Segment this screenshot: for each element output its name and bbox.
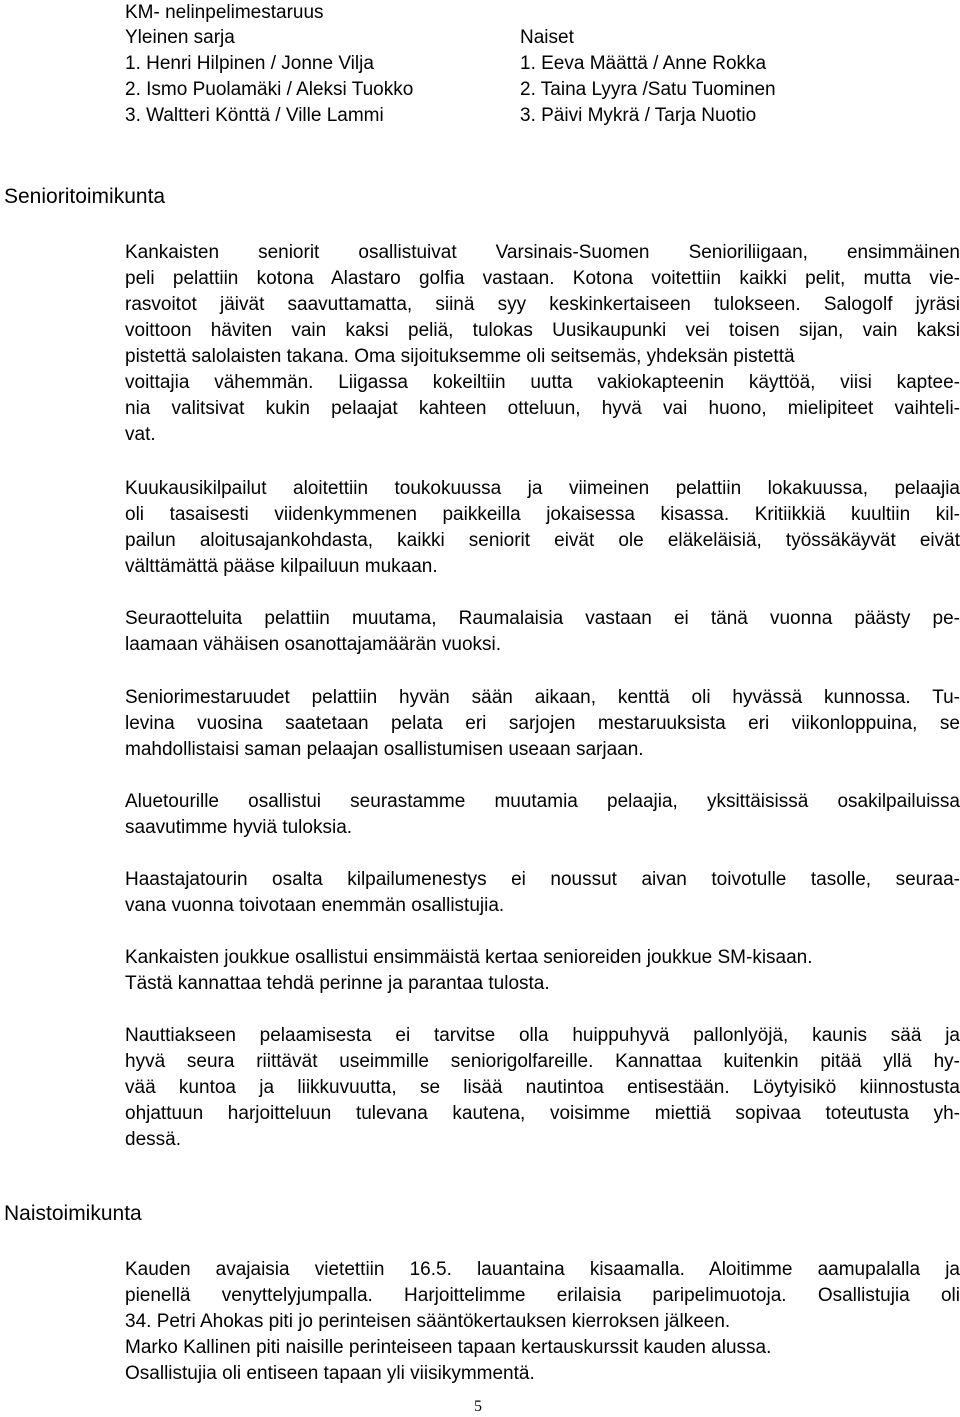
text-line: Marko Kallinen piti naisille perinteiseen tapaan kertauskurssit kauden alussa. — [125, 1337, 772, 1358]
text-line: Osallistujia oli entiseen tapaan yli viisikymmentä. — [125, 1363, 535, 1384]
open-series-entry: 1. Henri Hilpinen / Jonne Vilja — [125, 53, 374, 74]
senior-paragraph — [125, 476, 960, 580]
text-line: peli pelattiin kotona Alastaro golfia vastaan. Kotona voitettiin kaikki pelit, mutta vie- — [125, 268, 960, 289]
open-series-entry: 2. Ismo Puolamäki / Aleksi Tuokko — [125, 79, 414, 100]
text-line: Kuukausikilpailut aloitettiin toukokuussa ja viimeinen pelattiin lokakuussa, pelaajia — [125, 478, 960, 499]
women-series-entry: 3. Päivi Mykrä / Tarja Nuotio — [520, 105, 757, 126]
text-line: vat. — [125, 424, 156, 445]
text-line: voittajia vähemmän. Liigassa kokeiltiin uutta vakiokapteenin käyttöä, viisi kaptee- — [125, 372, 960, 393]
text-line: pistettä salolaisten takana. Oma sijoituksemme oli seitsemäs, yhdeksän pistettä — [125, 346, 795, 367]
text-line: rasvoitot jäivät saavuttamatta, siinä syy keskinkertaiseen tulokseen. Salogolf jyräsi — [125, 294, 960, 315]
text-line: 34. Petri Ahokas piti jo perinteisen sääntökertauksen kierroksen jälkeen. — [125, 1311, 731, 1332]
text-line: Kankaisten joukkue osallistui ensimmäistä kertaa senioreiden joukkue SM-kisaan. — [125, 947, 813, 968]
text-line: pienellä venyttelyjumpalla. Harjoittelimme erilaisia paripelimuotoja. Osallistujia oli — [125, 1285, 960, 1306]
text-line: vää kuntoa ja liikkuvuutta, se lisää nautintoa entisestään. Löytyisikö kiinnostusta — [125, 1077, 960, 1098]
senior-paragraph — [125, 789, 960, 841]
results-title: KM- nelinpelimestaruus — [125, 2, 324, 23]
text-line: Haastajatourin osalta kilpailumenestys ei noussut aivan toivotulle tasolle, seuraa- — [125, 869, 960, 890]
senior-paragraph — [125, 685, 960, 763]
text-line: pailun aloitusajankohdasta, kaikki seniorit eivät ole eläkeläisiä, työssäkäyvät eivät — [125, 530, 960, 551]
text-line: vana vuonna toivotaan enemmän osallistujia. — [125, 895, 505, 916]
women-paragraph — [125, 1257, 960, 1387]
text-line: Seniorimestaruudet pelattiin hyvän sään aikaan, kenttä oli hyvässä kunnossa. Tu- — [125, 687, 960, 708]
senior-paragraph — [125, 240, 960, 448]
text-line: nia valitsivat kukin pelaajat kahteen otteluun, hyvä vai huono, mielipiteet vaihteli- — [125, 398, 960, 419]
text-line: oli tasaisesti viidenkymmenen paikkeilla jokaisessa kisassa. Kritiikkiä kuultiin kil- — [125, 504, 960, 525]
text-line: laamaan vähäisen osanottajamäärän vuoksi. — [125, 634, 502, 655]
text-line: Nauttiakseen pelaamisesta ei tarvitse olla huippuhyvä pallonlyöjä, kaunis sää ja — [125, 1025, 960, 1046]
text-line: levina vuosina saatetaan pelata eri sarjojen mestaruuksista eri viikonloppuina, se — [125, 713, 960, 734]
text-line: välttämättä pääse kilpailuun mukaan. — [125, 556, 438, 577]
women-committee-heading: Naistoimikunta — [4, 1202, 142, 1225]
senior-paragraph — [125, 867, 960, 919]
open-series-entry: 3. Waltteri Könttä / Ville Lammi — [125, 105, 384, 126]
text-line: Tästä kannattaa tehdä perinne ja parantaa tulosta. — [125, 973, 550, 994]
text-line: Kauden avajaisia vietettiin 16.5. lauantaina kisaamalla. Aloitimme aamupalalla ja — [125, 1259, 960, 1280]
text-line: mahdollistaisi saman pelaajan osallistumisen useaan sarjaan. — [125, 739, 644, 760]
text-line: voittoon häviten vain kaksi peliä, tulokas Uusikaupunki vei toisen sijan, vain kaksi — [125, 320, 960, 341]
text-line: hyvä seura riittävät useimmille seniorigolfareille. Kannattaa kuitenkin pitää yllä hy- — [125, 1051, 960, 1072]
senior-paragraph — [125, 945, 960, 997]
text-line: ohjattuun harjoitteluun tulevana kautena, voisimme miettiä sopivaa toteutusta yh- — [125, 1103, 960, 1124]
women-series-label: Naiset — [520, 27, 574, 48]
senior-paragraph — [125, 606, 960, 658]
text-line: saavutimme hyviä tuloksia. — [125, 817, 353, 838]
senior-committee-heading: Senioritoimikunta — [4, 185, 166, 208]
text-line: dessä. — [125, 1129, 181, 1150]
open-series-label: Yleinen sarja — [125, 27, 235, 48]
women-series-entry: 1. Eeva Määttä / Anne Rokka — [520, 53, 767, 74]
women-series-entry: 2. Taina Lyyra /Satu Tuominen — [520, 79, 776, 100]
text-line: Seuraotteluita pelattiin muutama, Raumalaisia vastaan ei tänä vuonna päästy pe- — [125, 608, 960, 629]
senior-paragraph — [125, 1023, 960, 1153]
text-line: Aluetourille osallistui seurastamme muutamia pelaajia, yksittäisissä osakilpailuissa — [125, 791, 960, 812]
page-number: 5 — [474, 1398, 482, 1415]
text-line: Kankaisten seniorit osallistuivat Varsinais-Suomen Senioriliigaan, ensimmäinen — [125, 242, 960, 263]
